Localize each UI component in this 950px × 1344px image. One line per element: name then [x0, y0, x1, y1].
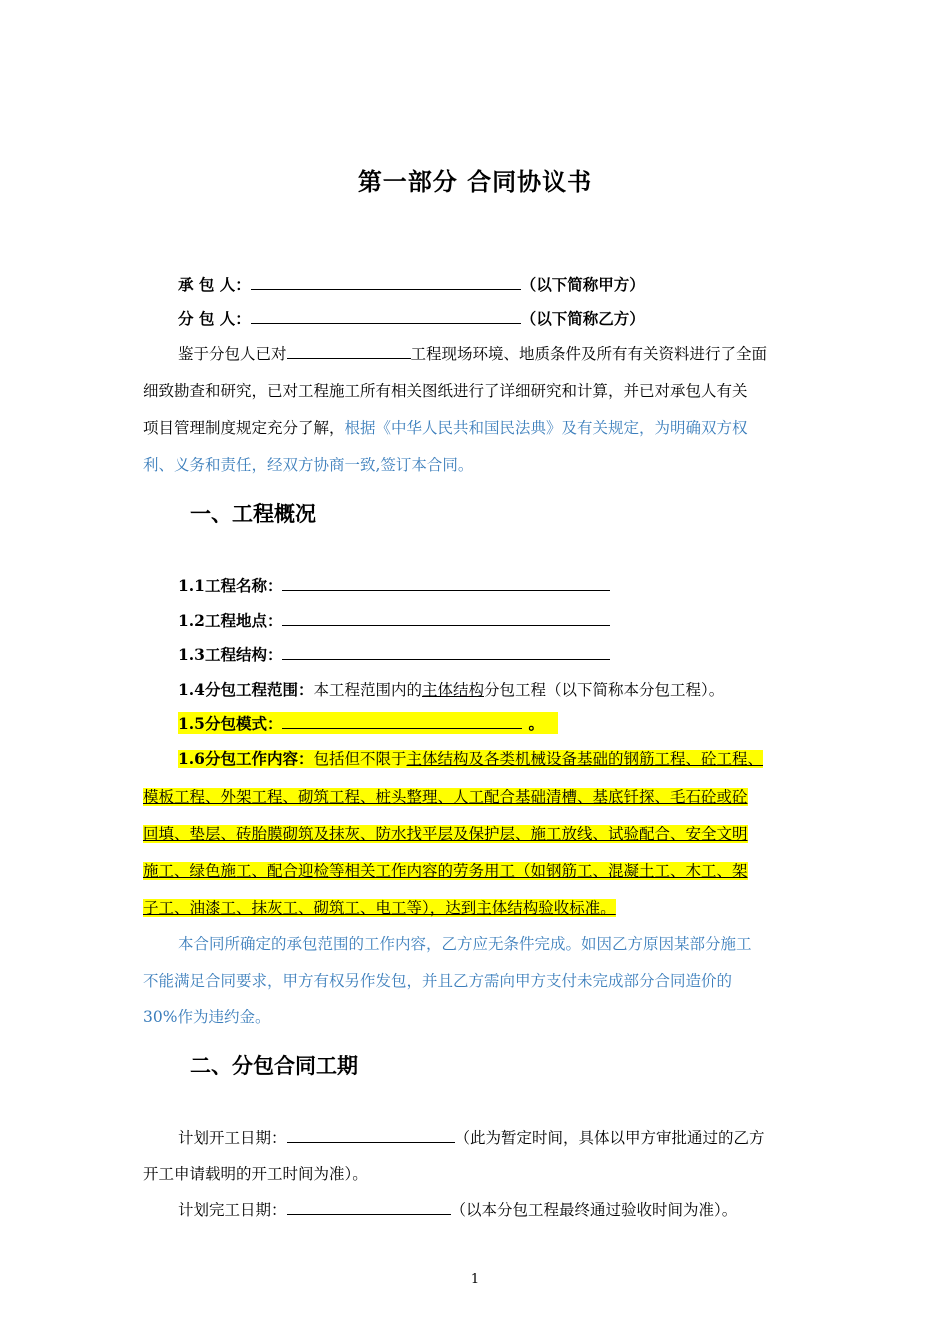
subcontractor-label: 分 包 人： [178, 309, 251, 328]
site-blank[interactable] [287, 343, 411, 359]
start-date-note-line-2: 开工申请载明的开工时间为准）。 [143, 1165, 368, 1183]
item-text-underlined: 回填、垫层、砖胎膜砌筑及抹灰、防水找平层及保护层、施工放线、试验配合、安全文明 [143, 825, 748, 843]
end-date-row [178, 1198, 737, 1220]
item-1-3 [178, 643, 610, 665]
subcontract-mode-blank[interactable] [282, 713, 522, 729]
page-title: 第一部分 合同协议书 [357, 167, 593, 196]
item-label: 计划完工日期： [178, 1201, 287, 1219]
item-label: 1.5分包模式： [178, 714, 283, 733]
end-date-blank[interactable] [287, 1199, 451, 1215]
start-date-row [178, 1126, 765, 1148]
item-text-underlined: 主体结构 [421, 681, 484, 699]
contractor-suffix: （以下简称甲方） [520, 275, 645, 294]
item-text: （以本分包工程最终通过验收时间为准）。 [450, 1201, 738, 1219]
item-label: 1.4分包工程范围： [178, 680, 314, 699]
project-name-blank[interactable] [282, 575, 610, 591]
item-text: 。 [528, 714, 544, 733]
item-1-6-line-4 [143, 859, 748, 881]
item-1-6-line-3 [143, 822, 748, 844]
subcontractor-blank[interactable] [251, 308, 521, 324]
intro-line-3 [143, 416, 748, 438]
section-heading-1: 一、工程概况 [190, 501, 316, 526]
item-1-4 [178, 678, 724, 700]
intro-line-4: 利、义务和责任，经双方协商一致,签订本合同。 [143, 456, 474, 474]
project-structure-blank[interactable] [282, 644, 610, 660]
scope-paragraph-line-2: 不能满足合同要求，甲方有权另作发包，并且乙方需向甲方支付未完成部分合同造价的 [143, 972, 733, 990]
intro-line-2: 细致勘查和研究，已对工程施工所有相关图纸进行了详细研究和计算，并已对承包人有关 [143, 382, 748, 400]
item-1-5 [178, 712, 558, 734]
intro-text: 鉴于分包人已对 [178, 345, 287, 363]
item-1-6-line-1 [178, 747, 763, 769]
contractor-blank[interactable] [251, 274, 521, 290]
intro-text: 项目管理制度规定充分了解， [143, 419, 345, 437]
item-label: 1.3工程结构： [178, 645, 283, 664]
scope-paragraph-line-1: 本合同所确定的承包范围的工作内容，乙方应无条件完成。如因乙方原因某部分施工 [178, 935, 752, 953]
subcontractor-row [178, 307, 645, 329]
item-text: 包括但不限于 [313, 750, 407, 768]
intro-legal-text: 根据《中华人民共和国民法典》及有关规定，为明确双方权 [344, 419, 748, 437]
item-text: 本工程范围内的 [313, 681, 422, 699]
item-1-6-line-5 [143, 896, 616, 918]
item-1-1 [178, 574, 610, 596]
item-text-underlined: 子工、油漆工、抹灰工、砌筑工、电工等），达到主体结构验收标准。 [143, 899, 616, 917]
project-location-blank[interactable] [282, 610, 610, 626]
intro-line-1 [178, 342, 767, 364]
scope-paragraph-line-3: 30%作为违约金。 [143, 1008, 271, 1026]
item-label: 1.2工程地点： [178, 611, 283, 630]
subcontractor-suffix: （以下简称乙方） [520, 309, 645, 328]
item-1-6-line-2 [143, 785, 748, 807]
item-label: 1.6分包工作内容： [178, 749, 314, 768]
item-label: 1.1工程名称： [178, 576, 283, 595]
item-text: 分包工程（以下简称本分包工程）。 [484, 681, 725, 699]
item-1-2 [178, 609, 610, 631]
contractor-label: 承 包 人： [178, 275, 251, 294]
item-text-underlined: 施工、绿色施工、配合迎检等相关工作内容的劳务用工（如钢筋工、混凝土工、木工、架 [143, 862, 748, 880]
contractor-row [178, 273, 645, 295]
item-text: （此为暂定时间，具体以甲方审批通过的乙方 [454, 1129, 765, 1147]
intro-text: 工程现场环境、地质条件及所有有关资料进行了全面 [410, 345, 768, 363]
start-date-blank[interactable] [287, 1127, 455, 1143]
section-heading-2: 二、分包合同工期 [190, 1053, 358, 1078]
item-text-underlined: 主体结构及各类机械设备基础的钢筋工程、砼工程、 [406, 750, 763, 768]
item-text-underlined: 模板工程、外架工程、砌筑工程、桩头整理、人工配合基础清槽、基底钎探、毛石砼或砼 [143, 788, 748, 806]
page-number: 1 [470, 1272, 480, 1287]
item-label: 计划开工日期： [178, 1129, 287, 1147]
